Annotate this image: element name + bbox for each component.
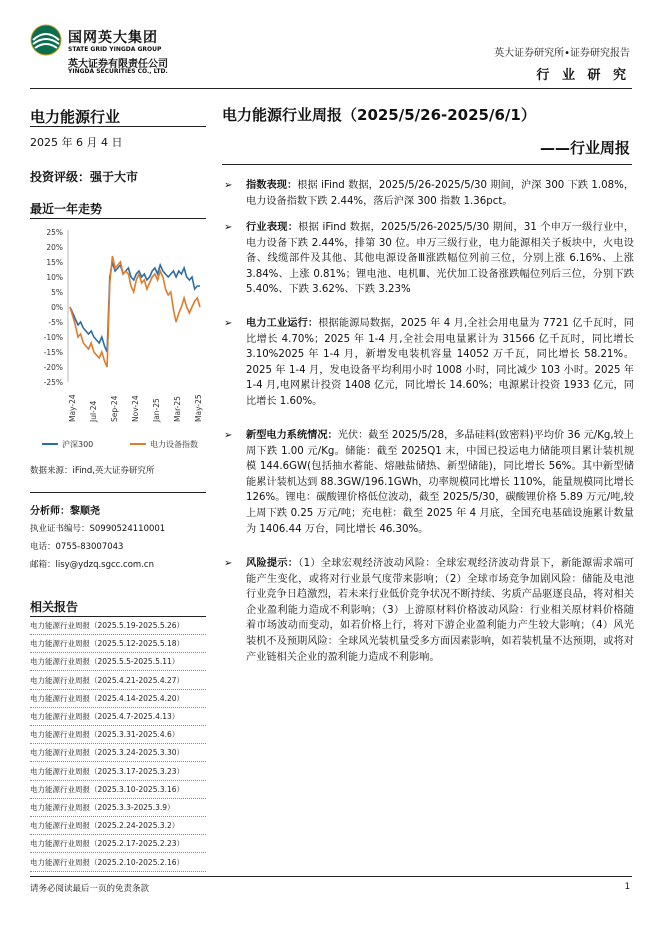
license-number: 执业证书编号：S0990524110001 <box>30 524 166 534</box>
section-industry-performance <box>224 220 634 298</box>
x-tick-label: Sep-24 <box>110 395 119 422</box>
bullet-arrow-icon: ➢ <box>224 558 233 569</box>
section-text: 根据 iFind 数据，2025/5/26-2025/5/30 期间，沪深 300 下跌 1.08%，电力设备指数下跌 2.44%，落后沪深 300 指数 1.36pct。 <box>246 180 635 207</box>
related-reports-title: 相关报告 <box>30 600 79 614</box>
investment-rating: 投资评级：强于大市 <box>30 170 139 184</box>
chart-source: 数据来源：iFind,英大证券研究所 <box>30 466 155 476</box>
email[interactable]: 邮箱：lisy@ydzq.sgcc.com.cn <box>30 560 154 570</box>
title-divider <box>222 164 632 165</box>
y-tick-label: -25% <box>43 378 63 387</box>
x-tick-label: Jan-25 <box>152 398 161 422</box>
related-report-item[interactable]: 电力能源行业周报（2025.3.31-2025.4.6） <box>30 730 180 740</box>
related-report-divider <box>30 816 206 817</box>
sector-name: 电力能源行业 <box>30 108 121 126</box>
page-number: 1 <box>624 882 630 892</box>
y-tick-label: 10% <box>46 273 63 282</box>
related-report-divider <box>30 634 206 635</box>
phone: 电话：0755-83007043 <box>30 542 124 552</box>
related-report-item[interactable]: 电力能源行业周报（2025.5.5-2025.5.11） <box>30 657 180 667</box>
related-report-item[interactable]: 电力能源行业周报（2025.2.10-2025.2.16） <box>30 857 185 867</box>
related-report-item[interactable]: 电力能源行业周报（2025.4.7-2025.4.13） <box>30 712 180 721</box>
company-logo <box>30 24 62 56</box>
bullet-arrow-icon: ➢ <box>224 430 233 441</box>
bullet-arrow-icon: ➢ <box>224 180 233 191</box>
report-subtitle: ——行业周报 <box>539 139 630 157</box>
section-text: 根据 iFind 数据，2025/5/26-2025/5/30 期间，31 个申万一级行业中，电力设备下跌 2.44%，排第 30 位。申万三级行业，电力能源相关子板块中，火电设备、线缆部件及其他、其他电源设备Ⅲ涨跌幅位列前三位，分别上涨 6.16%、上涨 3.84%、上涨 0.81%；锂电池、电机Ⅲ、光伏加工设备涨跌幅位列后三位，分别下跌 5.40%、下跌 3.62%、下跌 3.23% <box>246 222 635 296</box>
y-tick-label: 0% <box>51 303 63 312</box>
report-title: 电力能源行业周报（2025/5/26-2025/6/1） <box>222 106 536 124</box>
y-tick-label: 5% <box>51 288 63 297</box>
related-report-item[interactable]: 电力能源行业周报（2025.5.12-2025.5.18） <box>30 639 185 649</box>
related-report-item[interactable]: 电力能源行业周报（2025.5.19-2025.5.26） <box>30 621 185 630</box>
section-label: 风险提示： <box>246 558 299 569</box>
y-tick-label: 15% <box>46 258 63 267</box>
related-report-divider <box>30 707 206 708</box>
x-tick-label: Jul-24 <box>89 400 98 422</box>
related-report-divider <box>30 834 206 835</box>
disclaimer-note: 请务必阅读最后一页的免责条款 <box>30 884 150 894</box>
trend-divider <box>30 218 206 219</box>
related-report-item[interactable]: 电力能源行业周报（2025.3.17-2025.3.23） <box>30 766 185 776</box>
related-report-item[interactable]: 电力能源行业周报（2025.2.17-2025.2.23） <box>30 839 185 849</box>
related-report-item[interactable]: 电力能源行业周报（2025.4.21-2025.4.27） <box>30 675 185 685</box>
section-label: 电力工业运行： <box>246 318 319 329</box>
related-report-item[interactable]: 电力能源行业周报（2025.3.3-2025.3.9） <box>30 803 175 812</box>
related-report-item[interactable]: 电力能源行业周报（2025.2.24-2025.3.2） <box>30 821 180 831</box>
related-report-divider <box>30 743 206 744</box>
y-tick-label: -10% <box>43 333 63 342</box>
legend-label: 电力设备指数 <box>150 440 198 449</box>
related-divider <box>30 616 206 617</box>
related-report-item[interactable]: 电力能源行业周报（2025.3.24-2025.3.30） <box>30 748 185 758</box>
y-tick-label: -5% <box>48 318 63 327</box>
related-report-item[interactable]: 电力能源行业周报（2025.3.10-2025.3.16） <box>30 784 185 794</box>
report-date: 2025 年 6 月 4 日 <box>30 136 123 149</box>
company-name-en: STATE GRID YINGDA GROUP <box>68 46 162 53</box>
related-report-divider <box>30 725 206 726</box>
trend-chart <box>30 222 206 458</box>
related-report-divider <box>30 780 206 781</box>
x-tick-label: May-24 <box>68 394 77 422</box>
section-power-industry <box>224 316 634 410</box>
related-report-divider <box>30 798 206 799</box>
section-index-performance <box>224 178 634 209</box>
legend-label: 沪深300 <box>62 440 94 449</box>
section-risk-warning <box>224 556 634 665</box>
x-tick-label: May-25 <box>194 394 203 422</box>
subsidiary-name-cn: 英大证券有限责任公司 <box>68 59 168 70</box>
section-new-power-system <box>224 428 634 537</box>
subsidiary-name-en: YINGDA SECURITIES CO., LTD. <box>68 68 168 75</box>
header-divider <box>30 88 632 89</box>
related-report-divider <box>30 670 206 671</box>
bullet-arrow-icon: ➢ <box>224 318 233 329</box>
section-label: 行业表现： <box>246 222 299 233</box>
x-tick-label: Mar-25 <box>173 396 182 422</box>
institute-label: 英大证券研究所•证券研究报告 <box>494 48 630 59</box>
company-name-cn: 国网英大集团 <box>68 30 158 46</box>
section-text: （1）全球宏观经济波动风险：全球宏观经济波动背景下，新能源需求端可能产生变化，或将对行业景气度带来影响；（2）全球市场竞争加剧风险：储能及电池行业竞争日趋激烈，若未来行业低价竞争状况不断持续、劣质产品驱逐良品，将对相关企业盈利能力造成不利影响；（3）上游原材料价格波动风险：行业相关原材料价格随着市场波动而变动，如若价格上行，将对下游企业盈利能力产生较大影响；（4）风光装机不及预期风险：全球风光装机量受多方面因素影响，如若装机量不达预期，或将对产业链相关企业的盈利能力造成不利影响。 <box>246 558 634 663</box>
analyst-divider-top <box>30 492 206 493</box>
sector-divider <box>30 126 206 127</box>
bullet-arrow-icon: ➢ <box>224 222 233 233</box>
footer-divider <box>30 876 632 877</box>
y-tick-label: 25% <box>46 228 63 237</box>
y-tick-label: -15% <box>43 348 63 357</box>
section-label: 新型电力系统情况： <box>246 430 338 441</box>
series-line-1 <box>70 262 200 352</box>
analyst-name: 分析师：黎顺尧 <box>30 506 100 517</box>
related-report-divider <box>30 852 206 853</box>
related-report-divider <box>30 871 206 872</box>
related-report-divider <box>30 761 206 762</box>
related-report-item[interactable]: 电力能源行业周报（2025.4.14-2025.4.20） <box>30 693 185 703</box>
y-tick-label: 20% <box>46 243 63 252</box>
report-category: 行 业 研 究 <box>536 68 630 83</box>
related-report-divider <box>30 652 206 653</box>
y-tick-label: -20% <box>43 363 63 372</box>
section-label: 指数表现： <box>246 180 298 191</box>
section-text: 光伏：截至 2025/5/28，多晶硅料(致密料)平均价 36 元/Kg,较上周下跌 1.00 元/Kg。储能：截至 2025Q1 末，中国已投运电力储能项目累计装机规模 144.6GW(包括抽水蓄能、熔融盐储热、新型储能)，同比增长 56%。其中新型储能累计装机达到 88.3GW/196.1GWh，功率规模同比增长 110%，能量规模同比增长 126%。锂电：碳酸锂价格低位波动，截至 2025/5/30，碳酸锂价格 5.89 万元/吨,较上周下跌 0.25 万元/吨；充电桩：截至 2025 年 4 月底，全国充电基础设施累计数量为 1406.44 万台，同比增长 46.30%。 <box>246 430 634 535</box>
related-report-divider <box>30 689 206 690</box>
section-text: 根据能源局数据，2025 年 4 月,全社会用电量为 7721 亿千瓦时，同比增长 4.70%；2025 年 1-4 月,全社会用电量累计为 31566 亿千瓦时，同比增长 3.10%2025 年 1-4 月，新增发电装机容量 14052 万千瓦，同比增长 58.21%。2025 年 1-4 月，发电设备平均利用小时 1008 小时，同比减少 103 小时。2025 年 1-4 月,电网累计投资 1408 亿元，同比增长 14.60%；电源累计投资 1933 亿元，同比增长 1.60%。 <box>246 318 634 407</box>
trend-title: 最近一年走势 <box>30 202 103 216</box>
x-tick-label: Nov-24 <box>131 395 140 422</box>
